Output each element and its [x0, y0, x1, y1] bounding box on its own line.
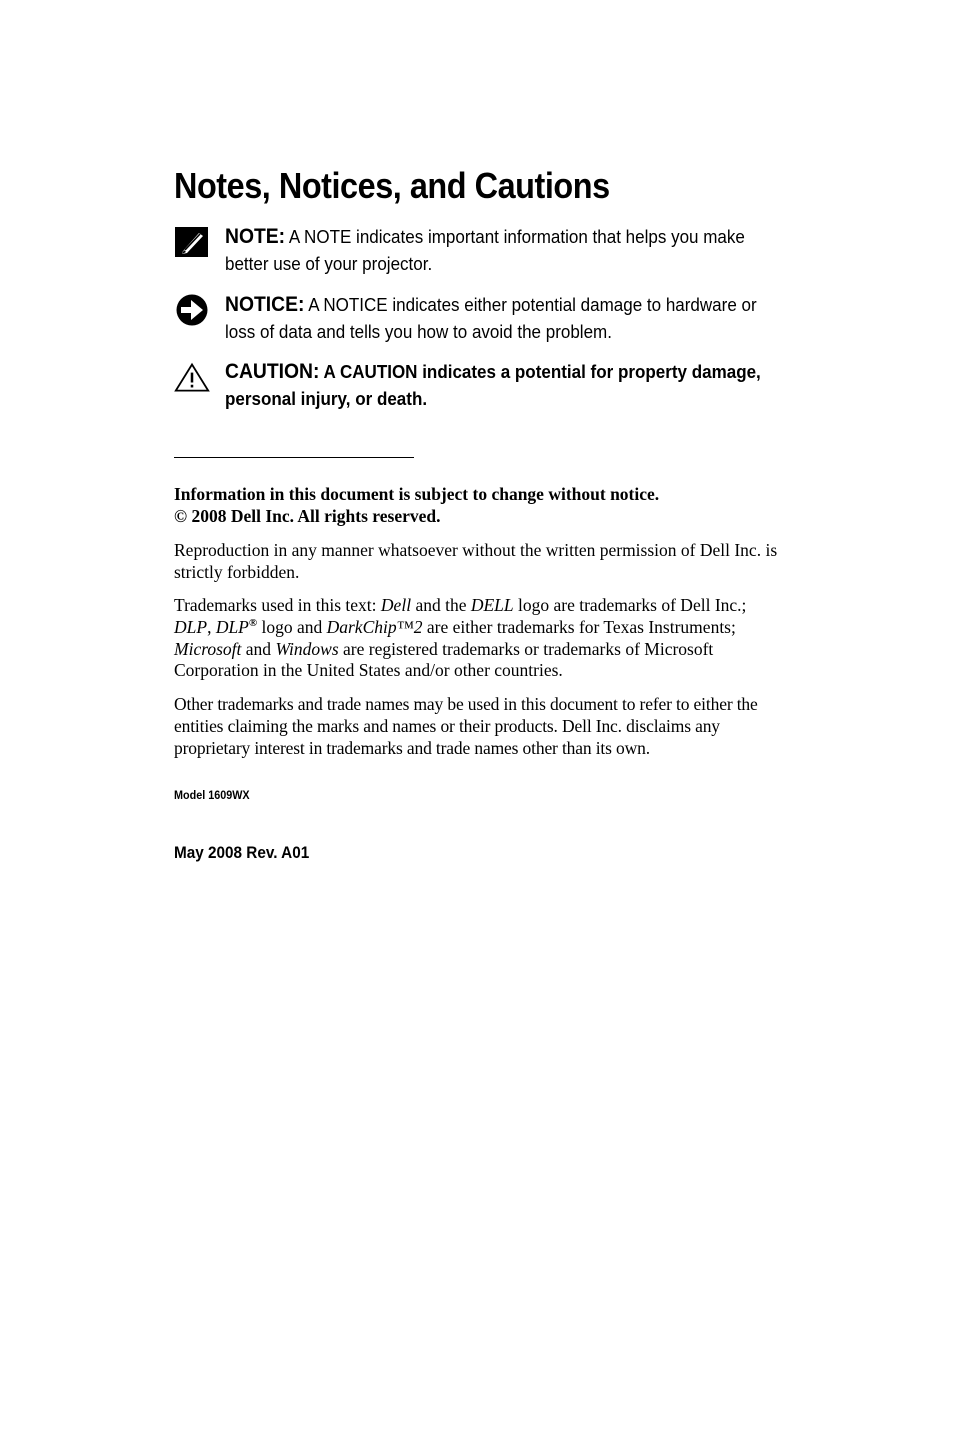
legal-header: [174, 484, 784, 528]
other-trademarks-paragraph: Other trademarks and trade names may be used in this document to refer to either the entities claiming the marks and names or their products. Dell Inc. disclaims any proprietary interest in trademarks and trade names other than its own.: [174, 694, 758, 758]
copyright-line: © 2008 Dell Inc. All rights reserved.: [174, 505, 441, 526]
warning-triangle-icon: [174, 361, 210, 395]
notice-text: A NOTICE indicates either potential damage to hardware or loss of data and tells you how to avoid the problem.: [225, 294, 757, 342]
separator-rule: [174, 457, 414, 458]
trademarks-paragraph: Trademarks used in this text: Dell and the DELL logo are trademarks of Dell Inc.; DLP, DLP® logo and DarkChip™2 are either trademarks for Texas Instruments; Microsoft and Windows are registered trademarks or trademarks of Microsoft Corporation in the United States and/or other countries.: [174, 595, 747, 681]
arrow-circle-icon: [174, 294, 210, 328]
note-text: A NOTE indicates important information that helps you make better use of your projector.: [225, 226, 745, 274]
note-label: NOTE:: [225, 225, 286, 248]
caution-label: CAUTION:: [225, 360, 320, 383]
revision-date: May 2008 Rev. A01: [174, 843, 310, 862]
reproduction-paragraph: Reproduction in any manner whatsoever without the written permission of Dell Inc. is strictly forbidden.: [174, 540, 778, 582]
model-number: Model 1609WX: [174, 788, 250, 802]
notice-label: NOTICE:: [225, 293, 305, 316]
pencil-note-icon: [174, 226, 210, 260]
caution-text: A CAUTION indicates a potential for property damage, personal injury, or death.: [225, 361, 761, 409]
page-title: Notes, Notices, and Cautions: [174, 165, 610, 206]
change-notice: Information in this document is subject to change without notice.: [174, 484, 660, 504]
